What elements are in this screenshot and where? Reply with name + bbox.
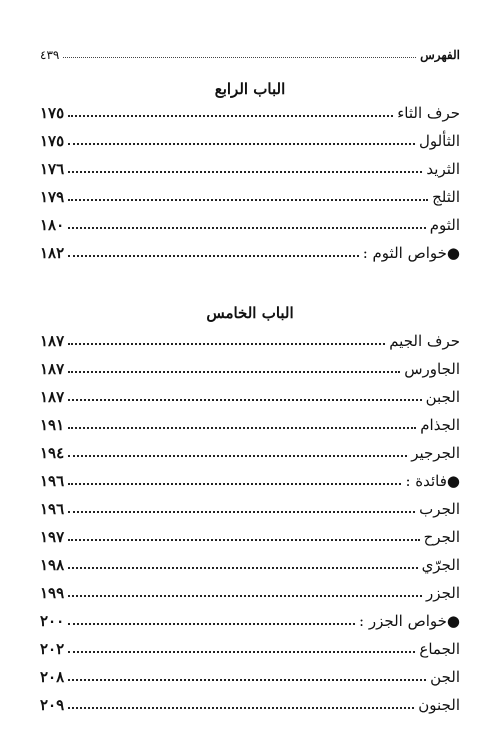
toc-entry[interactable]: [40, 156, 460, 178]
toc-entry[interactable]: [40, 100, 460, 122]
entry-page-number: ٢٠٠: [40, 612, 65, 630]
dot-leader: [68, 171, 422, 173]
entry-page-number: ١٨٧: [40, 388, 65, 406]
entry-page-number: ١٨٢: [40, 244, 65, 262]
entry-label: حرف الثاء: [397, 104, 460, 122]
entry-label: الجن: [430, 668, 460, 686]
entry-page-number: ١٩٧: [40, 528, 65, 546]
dot-leader: [68, 455, 407, 457]
header-title: الفهرس: [420, 48, 460, 62]
dot-leader: [68, 623, 355, 625]
dot-leader: [68, 227, 426, 229]
toc-entry[interactable]: [40, 184, 460, 206]
dot-leader: [68, 199, 428, 201]
entry-label: حرف الجيم: [389, 332, 460, 350]
dot-leader: [68, 595, 422, 597]
toc-entry[interactable]: [40, 384, 460, 406]
entry-label: ●خواص الجزر :: [359, 612, 460, 630]
dot-leader: [68, 651, 415, 653]
toc-entry[interactable]: [40, 608, 460, 630]
entry-label: الجنون: [418, 696, 460, 714]
running-header: [40, 40, 460, 62]
entry-page-number: ١٩٨: [40, 556, 65, 574]
entry-page-number: ١٧٥: [40, 104, 65, 122]
toc-entry[interactable]: [40, 328, 460, 350]
entry-label: الجذام: [420, 416, 460, 434]
toc-entry[interactable]: [40, 356, 460, 378]
dot-leader: [68, 115, 393, 117]
toc-entry[interactable]: [40, 440, 460, 462]
dot-leader: [68, 483, 401, 485]
dot-leader: [68, 143, 415, 145]
entry-page-number: ١٩٩: [40, 584, 65, 602]
dot-leader: [68, 707, 414, 709]
toc-entry[interactable]: [40, 212, 460, 234]
entry-page-number: ٢٠٢: [40, 640, 65, 658]
dot-leader: [68, 539, 419, 541]
entry-label: الجزر: [426, 584, 460, 602]
entry-label: الثريد: [426, 160, 460, 178]
header-leader: [63, 57, 416, 58]
entry-label: الثألول: [418, 132, 460, 150]
chapter-title: الباب الخامس: [206, 304, 294, 322]
entry-page-number: ٢٠٩: [40, 696, 65, 714]
entry-label: الثلج: [432, 188, 460, 206]
header-page-number: ٤٣٩: [40, 48, 60, 62]
dot-leader: [68, 399, 421, 401]
entry-page-number: ١٧٦: [40, 160, 65, 178]
entry-label: ●خواص الثوم :: [362, 244, 460, 262]
entry-page-number: ١٨٧: [40, 332, 65, 350]
toc-entry[interactable]: [40, 412, 460, 434]
toc-entry[interactable]: [40, 692, 460, 714]
entry-page-number: ١٧٩: [40, 188, 65, 206]
dot-leader: [68, 343, 385, 345]
entry-page-number: ١٨٠: [40, 216, 65, 234]
entry-label: الجاورس: [404, 360, 460, 378]
entry-page-number: ١٩٦: [40, 500, 65, 518]
entry-label: الجبن: [425, 388, 460, 406]
toc-entry[interactable]: [40, 496, 460, 518]
toc-entry[interactable]: [40, 636, 460, 658]
entry-page-number: ١٨٧: [40, 360, 65, 378]
toc-entry[interactable]: [40, 128, 460, 150]
dot-leader: [68, 371, 400, 373]
entry-label: الجماع: [419, 640, 460, 658]
entry-page-number: ٢٠٨: [40, 668, 65, 686]
entry-label: الجرح: [423, 528, 460, 546]
toc-entry[interactable]: [40, 524, 460, 546]
toc-entry[interactable]: [40, 552, 460, 574]
entry-label: ●فائدة :: [405, 472, 460, 490]
entry-page-number: ١٧٥: [40, 132, 65, 150]
entry-label: الجرّي: [421, 556, 460, 574]
dot-leader: [68, 255, 359, 257]
toc-entry[interactable]: [40, 664, 460, 686]
dot-leader: [68, 567, 417, 569]
chapter-title: الباب الرابع: [214, 80, 286, 98]
entry-page-number: ١٩٤: [40, 444, 65, 462]
entry-label: الجرجير: [411, 444, 460, 462]
entry-page-number: ١٩٦: [40, 472, 65, 490]
toc-entry[interactable]: [40, 240, 460, 262]
toc-entry[interactable]: [40, 468, 460, 490]
entry-label: الثوم: [429, 216, 460, 234]
dot-leader: [68, 427, 416, 429]
dot-leader: [68, 511, 415, 513]
entry-page-number: ١٩١: [40, 416, 65, 434]
entry-label: الجرب: [419, 500, 460, 518]
toc-entry[interactable]: [40, 580, 460, 602]
dot-leader: [68, 679, 426, 681]
